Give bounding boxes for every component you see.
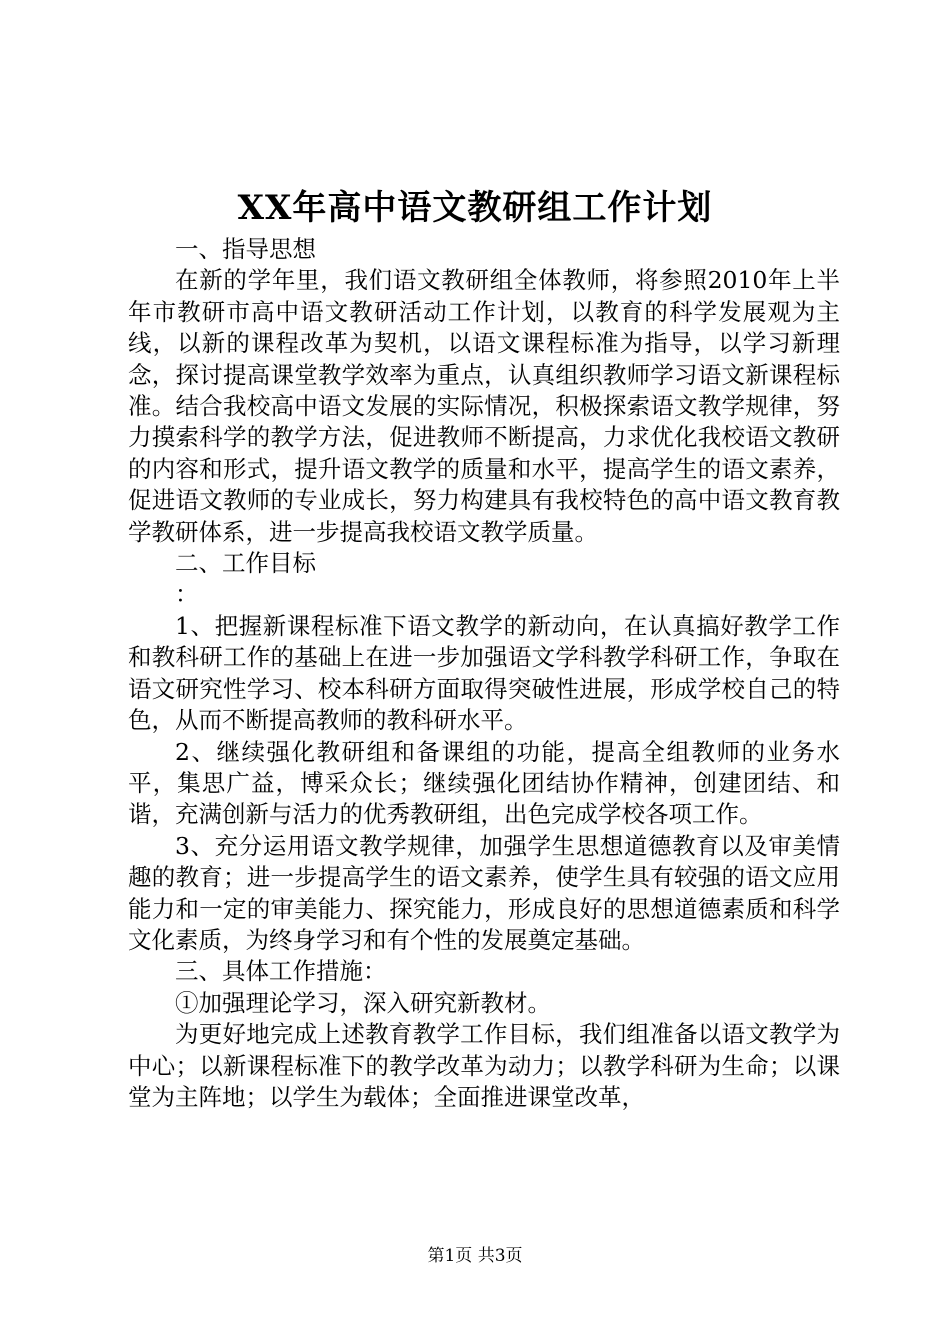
paragraph-measures: 为更好地完成上述教育教学工作目标，我们组准备以语文教学为中心；以新课程标准下的教学改革为动力；以教学科研为生命；以课堂为主阵地；以学生为载体；全面推进课堂改革， <box>128 1020 840 1111</box>
section-heading-measures: 三、具体工作措施： <box>175 957 387 986</box>
section-heading-work-goals: 二、工作目标 <box>175 549 316 578</box>
document-title: XX年高中语文教研组工作计划 <box>237 188 713 228</box>
goal-item-3: 3、充分运用语文教学规律，加强学生思想道德教育以及审美情趣的教育；进一步提高学生的语文素养，使学生具有较强的语文应用能力和一定的审美能力、探究能力，形成良好的思想道德素质和科学文化素质，为终身学习和有个性的发展奠定基础。 <box>128 831 840 954</box>
measure-item-1: ①加强理论学习，深入研究新教材。 <box>175 988 551 1017</box>
page-footer: 第1页 共3页 <box>427 1246 523 1266</box>
stray-colon-line: ： <box>175 580 199 609</box>
goal-item-2: 2、继续强化教研组和备课组的功能，提高全组教师的业务水平，集思广益，博采众长；继续强化团结协作精神，创建团结、和谐，充满创新与活力的优秀教研组，出色完成学校各项工作。 <box>128 737 840 829</box>
paragraph-guiding-thought: 在新的学年里，我们语文教研组全体教师，将参照2010年上半年市教研市高中语文教研活动工作计划，以教育的科学发展观为主线，以新的课程改革为契机，以语文课程标准为指导，以学习新理念，探讨提高课堂教学效率为重点，认真组织教师学习语文新课程标准。结合我校高中语文发展的实际情况，积极探索语文教学规律，努力摸索科学的教学方法，促进教师不断提高，力求优化我校语文教研的内容和形式，提升语文教学的质量和水平，提高学生的语文素养，促进语文教师的专业成长，努力构建具有我校特色的高中语文教育教学教研体系，进一步提高我校语文教学质量。 <box>128 266 840 546</box>
document-body <box>128 234 840 1113</box>
section-heading-guiding-thought: 一、指导思想 <box>175 235 316 263</box>
goal-item-1: 1、把握新课程标准下语文教学的新动向，在认真搞好教学工作和教科研工作的基础上在进一步加强语文学科教学科研工作，争取在语文研究性学习、校本科研方面取得突破性进展，形成学校自己的特色，从而不断提高教师的教科研水平。 <box>128 611 840 735</box>
